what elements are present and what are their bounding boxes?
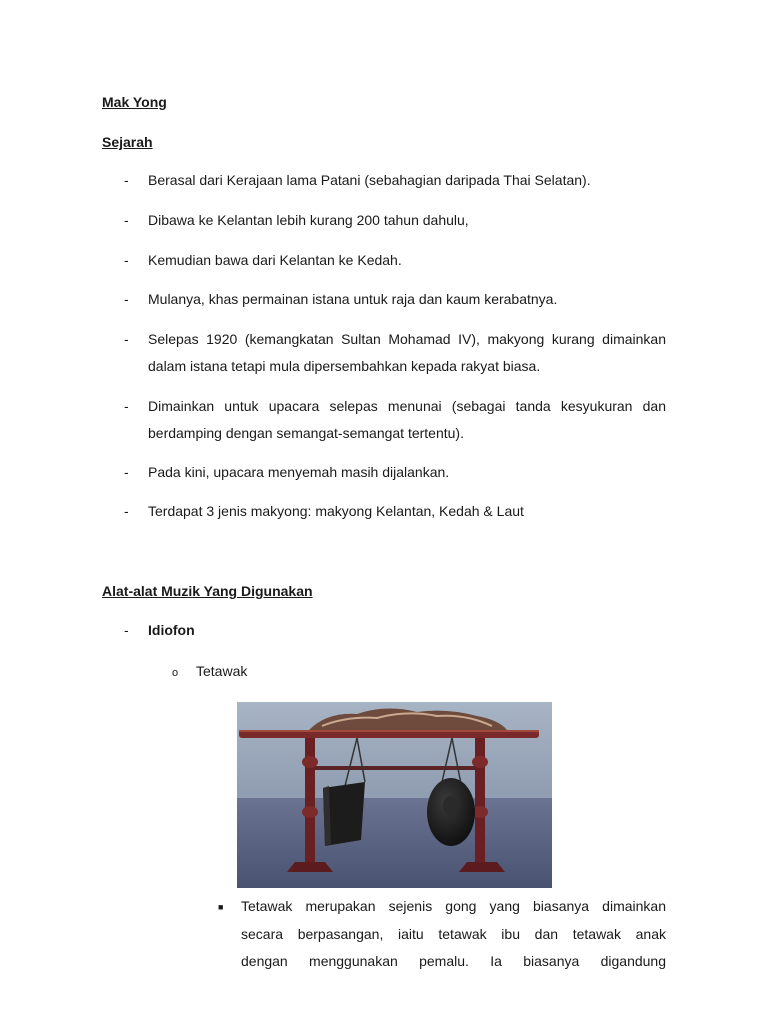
list-item [124, 207, 666, 234]
list-item-text: Selepas 1920 (kemangkatan Sultan Mohamad IV), makyong kurang dimainkan dalam istana tetapi mula dipersembahkan kepada rakyat biasa. [148, 331, 666, 374]
list-dash: - [124, 398, 129, 414]
list-dash: - [124, 331, 129, 347]
list-item-text: Dibawa ke Kelantan lebih kurang 200 tahun dahulu, [148, 212, 469, 228]
tetawak-photo [237, 702, 552, 888]
circle-bullet: o [172, 667, 179, 679]
list-item [124, 617, 666, 644]
list-item-text: Berasal dari Kerajaan lama Patani (sebahagian daripada Thai Selatan). [148, 172, 591, 188]
list-dash: - [124, 503, 129, 519]
list-item-text: Pada kini, upacara menyemah masih dijalankan. [148, 464, 450, 480]
list-dash: - [124, 212, 129, 228]
section-heading-instruments: Alat-alat Muzik Yang Digunakan [102, 583, 313, 599]
list-dash: - [124, 291, 129, 307]
document-title: Mak Yong [102, 94, 167, 110]
list-dash: - [124, 464, 129, 480]
instrument-category: Idiofon [148, 622, 195, 638]
list-item [124, 393, 666, 447]
list-dash: - [124, 622, 129, 638]
list-item-text: Dimainkan untuk upacara selepas menunai (sebagai tanda kesyukuran dan berdamping dengan semangat-semangat tertentu). [148, 398, 666, 441]
description-line: secara berpasangan, iaitu tetawak ibu dan tetawak anak [241, 926, 666, 942]
list-item [124, 459, 666, 486]
sub-list-item [172, 662, 247, 680]
list-item-text: Kemudian bawa dari Kelantan ke Kedah. [148, 252, 402, 268]
description-line: dengan menggunakan pemalu. Ia biasanya digandung [241, 953, 666, 969]
section-heading-history: Sejarah [102, 134, 153, 150]
list-item [124, 247, 666, 274]
list-item [124, 326, 666, 380]
list-item-text: Mulanya, khas permainan istana untuk raja dan kaum kerabatnya. [148, 291, 558, 307]
list-dash: - [124, 172, 129, 188]
list-item-text: Terdapat 3 jenis makyong: makyong Kelantan, Kedah & Laut [148, 503, 524, 519]
list-item [124, 498, 666, 525]
instrument-name: Tetawak [196, 663, 248, 679]
list-dash: - [124, 252, 129, 268]
list-item [124, 286, 666, 313]
list-item [124, 167, 666, 194]
description-line: Tetawak merupakan sejenis gong yang biasanya dimainkan [241, 898, 666, 914]
square-bullet: ■ [218, 902, 224, 912]
